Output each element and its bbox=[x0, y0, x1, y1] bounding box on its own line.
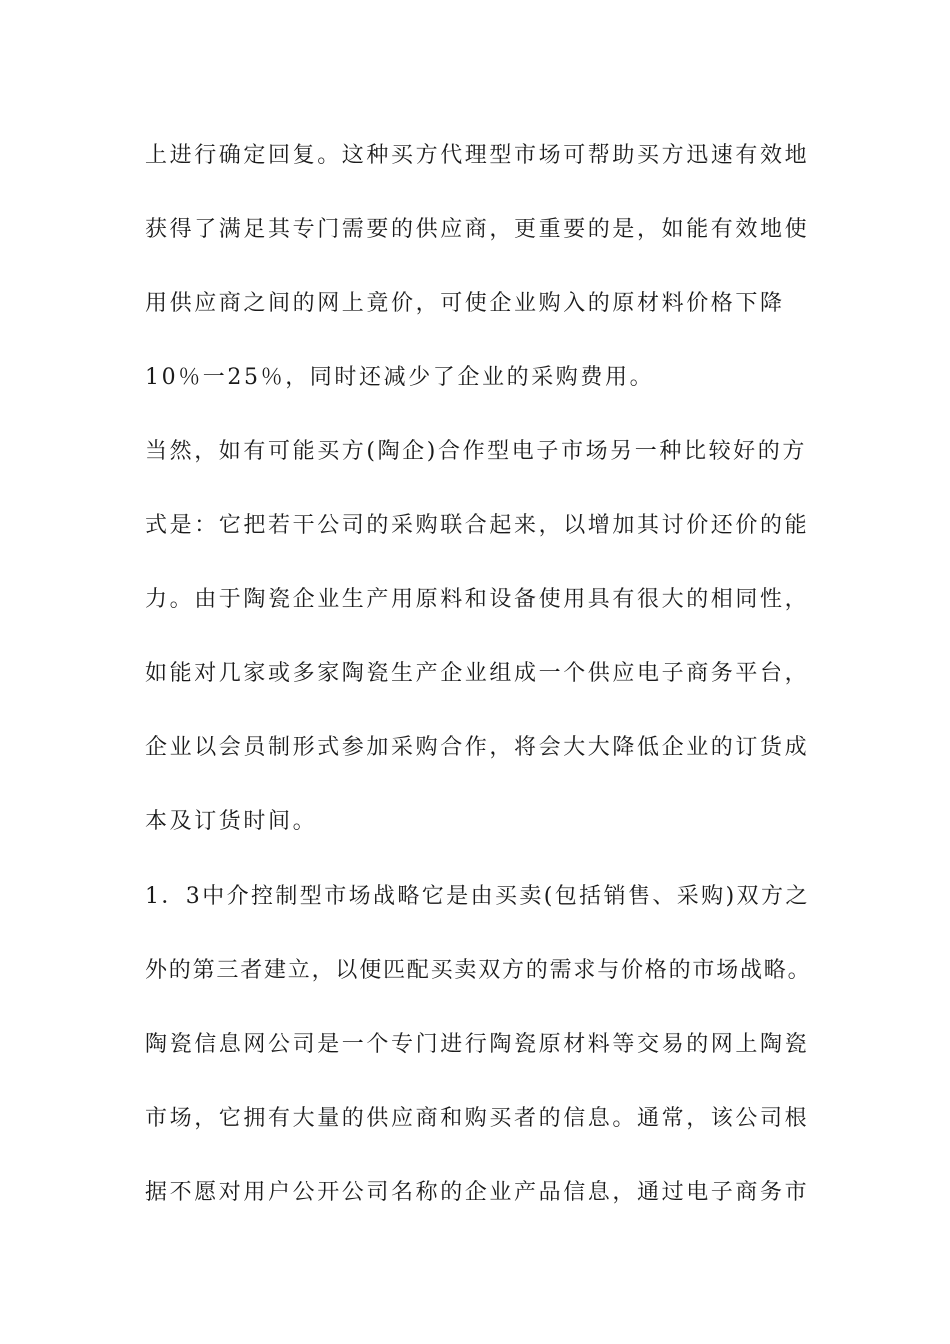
text-line: 陶瓷信息网公司是一个专门进行陶瓷原材料等交易的网上陶瓷 bbox=[145, 1032, 810, 1057]
text-line: 外的第三者建立，以便匹配买卖双方的需求与价格的市场战略。 bbox=[145, 958, 812, 983]
text-line: 如能对几家或多家陶瓷生产企业组成一个供应电子商务平台， bbox=[145, 661, 810, 686]
text-line: 企业以会员制形式参加采购合作，将会大大降低企业的订货成 bbox=[145, 735, 810, 760]
text-line: 上进行确定回复。这种买方代理型市场可帮助买方迅速有效地 bbox=[145, 143, 810, 168]
text-line: 据不愿对用户公开公司名称的企业产品信息，通过电子商务市 bbox=[145, 1180, 810, 1205]
text-line: 市场，它拥有大量的供应商和购买者的信息。通常，该公司根 bbox=[145, 1106, 810, 1131]
text-line: 当然，如有可能买方(陶企)合作型电子市场另一种比较好的方 bbox=[145, 439, 807, 464]
text-line: 获得了满足其专门需要的供应商，更重要的是，如能有效地使 bbox=[145, 217, 810, 242]
text-line: 式是：它把若干公司的采购联合起来，以增加其讨价还价的能 bbox=[145, 513, 810, 538]
text-line: 本及订货时间。 bbox=[145, 809, 318, 834]
text-line: 10％一25％，同时还减少了企业的采购费用。 bbox=[145, 365, 655, 390]
text-line: 力。由于陶瓷企业生产用原料和设备使用具有很大的相同性， bbox=[145, 587, 810, 612]
text-line: 1．3中介控制型市场战略它是由买卖(包括销售、采购)双方之 bbox=[145, 884, 810, 909]
text-line: 用供应商之间的网上竟价，可使企业购入的原材料价格下降 bbox=[145, 291, 785, 316]
